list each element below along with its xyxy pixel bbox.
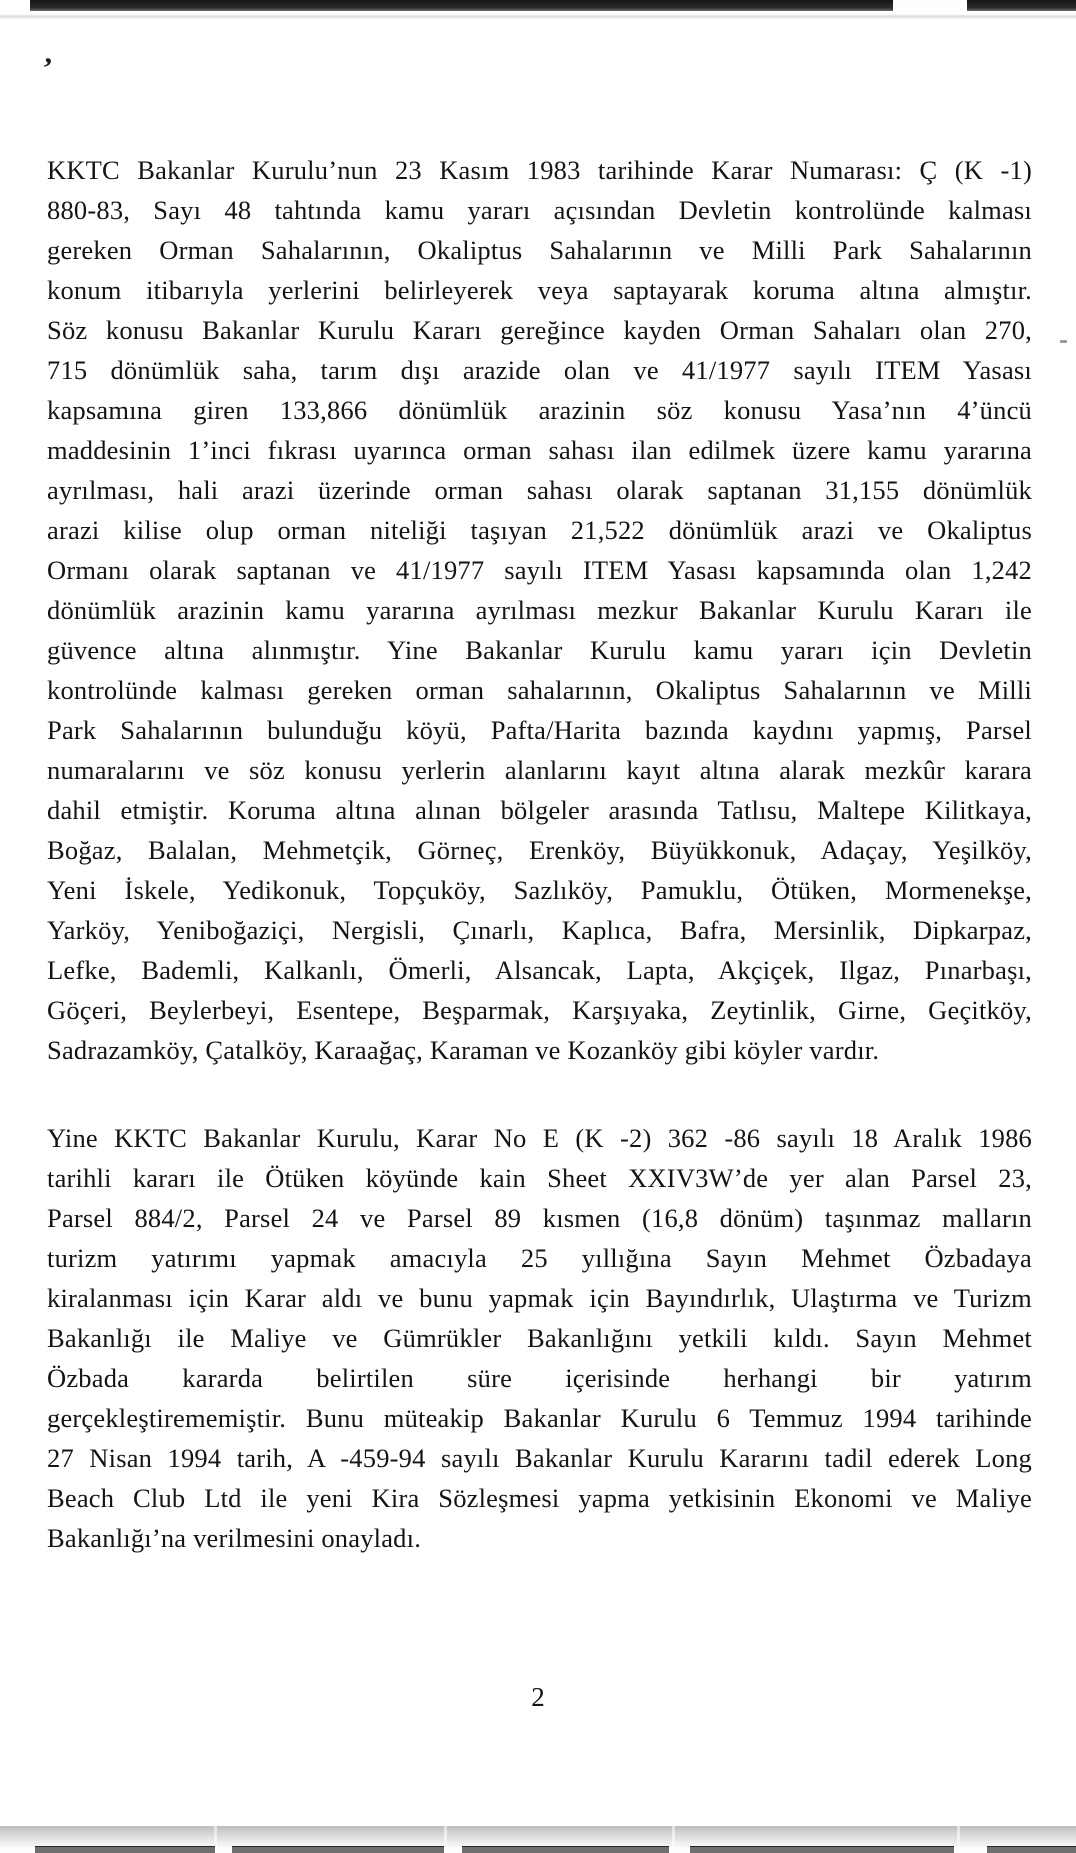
scan-artifact-bottom-gradient (0, 1826, 1076, 1847)
text-line: Yine KKTC Bakanlar Kurulu, Karar No E (K -2) 362 -86 sayılı 18 Aralık 1986 (47, 1123, 1032, 1153)
text-line: Lefke, Bademli, Kalkanlı, Ömerli, Alsancak, Lapta, Akçiçek, Ilgaz, Pınarbaşı, (47, 955, 1032, 985)
text-line: konum itibarıyla yerlerini belirleyerek veya saptayarak koruma altına almıştır. (47, 275, 1032, 305)
text-line: numaralarını ve söz konusu yerlerin alanlarını kayıt altına alarak mezkûr karara (47, 755, 1032, 785)
text-line: gereken Orman Sahalarının, Okaliptus Sahalarının ve Milli Park Sahalarının (47, 235, 1032, 265)
page-number: 2 (531, 1682, 545, 1712)
text-line: gerçekleştirememiştir. Bunu müteakip Bakanlar Kurulu 6 Temmuz 1994 tarihinde (47, 1403, 1032, 1433)
text-line: kapsamına giren 133,866 dönümlük arazinin söz konusu Yasa’nın 4’üncü (47, 395, 1032, 425)
scan-artifact-seam (672, 1826, 675, 1847)
scan-artifact-seam (957, 1826, 960, 1847)
text-line: Beach Club Ltd ile yeni Kira Sözleşmesi yapma yetkisinin Ekonomi ve Maliye (47, 1483, 1032, 1513)
paragraph-1 (47, 150, 1032, 1070)
text-line: 715 dönümlük saha, tarım dışı arazide olan ve 41/1977 sayılı ITEM Yasası (47, 355, 1032, 385)
text-line: Ormanı olarak saptanan ve 41/1977 sayılı ITEM Yasası kapsamında olan 1,242 (47, 555, 1032, 585)
text-line: turizm yatırımı yapmak amacıyla 25 yıllığına Sayın Mehmet Özbadaya (47, 1243, 1032, 1273)
scan-noise-speck (1060, 340, 1067, 343)
text-line: arazi kilise olup orman niteliği taşıyan 21,522 dönümlük arazi ve Okaliptus (47, 515, 1032, 545)
text-line: kontrolünde kalması gereken orman sahalarının, Okaliptus Sahalarının ve Milli (47, 675, 1032, 705)
scan-artifact-bottom-light-edge (0, 1847, 1076, 1853)
text-line: Bakanlığı’na verilmesini onayladı. (47, 1523, 422, 1553)
scan-artifact-seam (214, 1826, 217, 1847)
text-line: Özbada kararda belirtilen süre içerisinde herhangi bir yatırım (47, 1363, 1032, 1393)
scan-artifact-top-gray-line (0, 14, 1076, 19)
text-line: dönümlük arazinin kamu yararına ayrılması mezkur Bakanlar Kurulu Kararı ile (47, 595, 1032, 625)
scan-artifact-seam (444, 1826, 447, 1847)
text-line: 27 Nisan 1994 tarih, A -459-94 sayılı Bakanlar Kurulu Kararını tadil ederek Long (47, 1443, 1032, 1473)
text-line: Yarköy, Yeniboğaziçi, Nergisli, Çınarlı, Kaplıca, Bafra, Mersinlik, Dipkarpaz, (47, 915, 1032, 945)
scan-artifact-top-bar-gap (893, 0, 967, 11)
paragraph-2 (47, 1118, 1032, 1558)
text-line: maddesinin 1’inci fıkrası uyarınca orman sahası ilan edilmek üzere kamu yararına (47, 435, 1032, 465)
text-line: Yeni İskele, Yedikonuk, Topçuköy, Sazlıköy, Pamuklu, Ötüken, Mormenekşe, (47, 875, 1032, 905)
text-line: Parsel 884/2, Parsel 24 ve Parsel 89 kısmen (16,8 dönüm) taşınmaz malların (47, 1203, 1032, 1233)
text-line: dahil etmiştir. Koruma altına alınan bölgeler arasında Tatlısu, Maltepe Kilitkaya, (47, 795, 1032, 825)
stray-apostrophe-mark: ʼ (39, 51, 55, 86)
text-line: KKTC Bakanlar Kurulu’nun 23 Kasım 1983 tarihinde Karar Numarası: Ç (K -1) (47, 155, 1032, 185)
text-line: Boğaz, Balalan, Mehmetçik, Görneç, Erenköy, Büyükkonuk, Adaçay, Yeşilköy, (47, 835, 1032, 865)
text-line: güvence altına alınmıştır. Yine Bakanlar Kurulu kamu yararı için Devletin (47, 635, 1032, 665)
text-line: Söz konusu Bakanlar Kurulu Kararı gereğince kayden Orman Sahaları olan 270, (47, 315, 1032, 345)
text-line: ayrılması, hali arazi üzerinde orman sahası olarak saptanan 31,155 dönümlük (47, 475, 1032, 505)
text-line: 880-83, Sayı 48 tahtında kamu yararı açısından Devletin kontrolünde kalması (47, 195, 1032, 225)
text-line: tarihli kararı ile Ötüken köyünde kain Sheet XXIV3W’de yer alan Parsel 23, (47, 1163, 1032, 1193)
text-line: Göçeri, Beylerbeyi, Esentepe, Beşparmak, Karşıyaka, Zeytinlik, Girne, Geçitköy, (47, 995, 1032, 1025)
text-line: Sadrazamköy, Çatalköy, Karaağaç, Karaman ve Kozanköy gibi köyler vardır. (47, 1035, 880, 1065)
text-line: Bakanlığı ile Maliye ve Gümrükler Bakanlığını yetkili kıldı. Sayın Mehmet (47, 1323, 1032, 1353)
text-line: Park Sahalarının bulunduğu köyü, Pafta/Harita bazında kaydını yapmış, Parsel (47, 715, 1032, 745)
text-line: kiralanması için Karar aldı ve bunu yapmak için Bayındırlık, Ulaştırma ve Turizm (47, 1283, 1032, 1313)
